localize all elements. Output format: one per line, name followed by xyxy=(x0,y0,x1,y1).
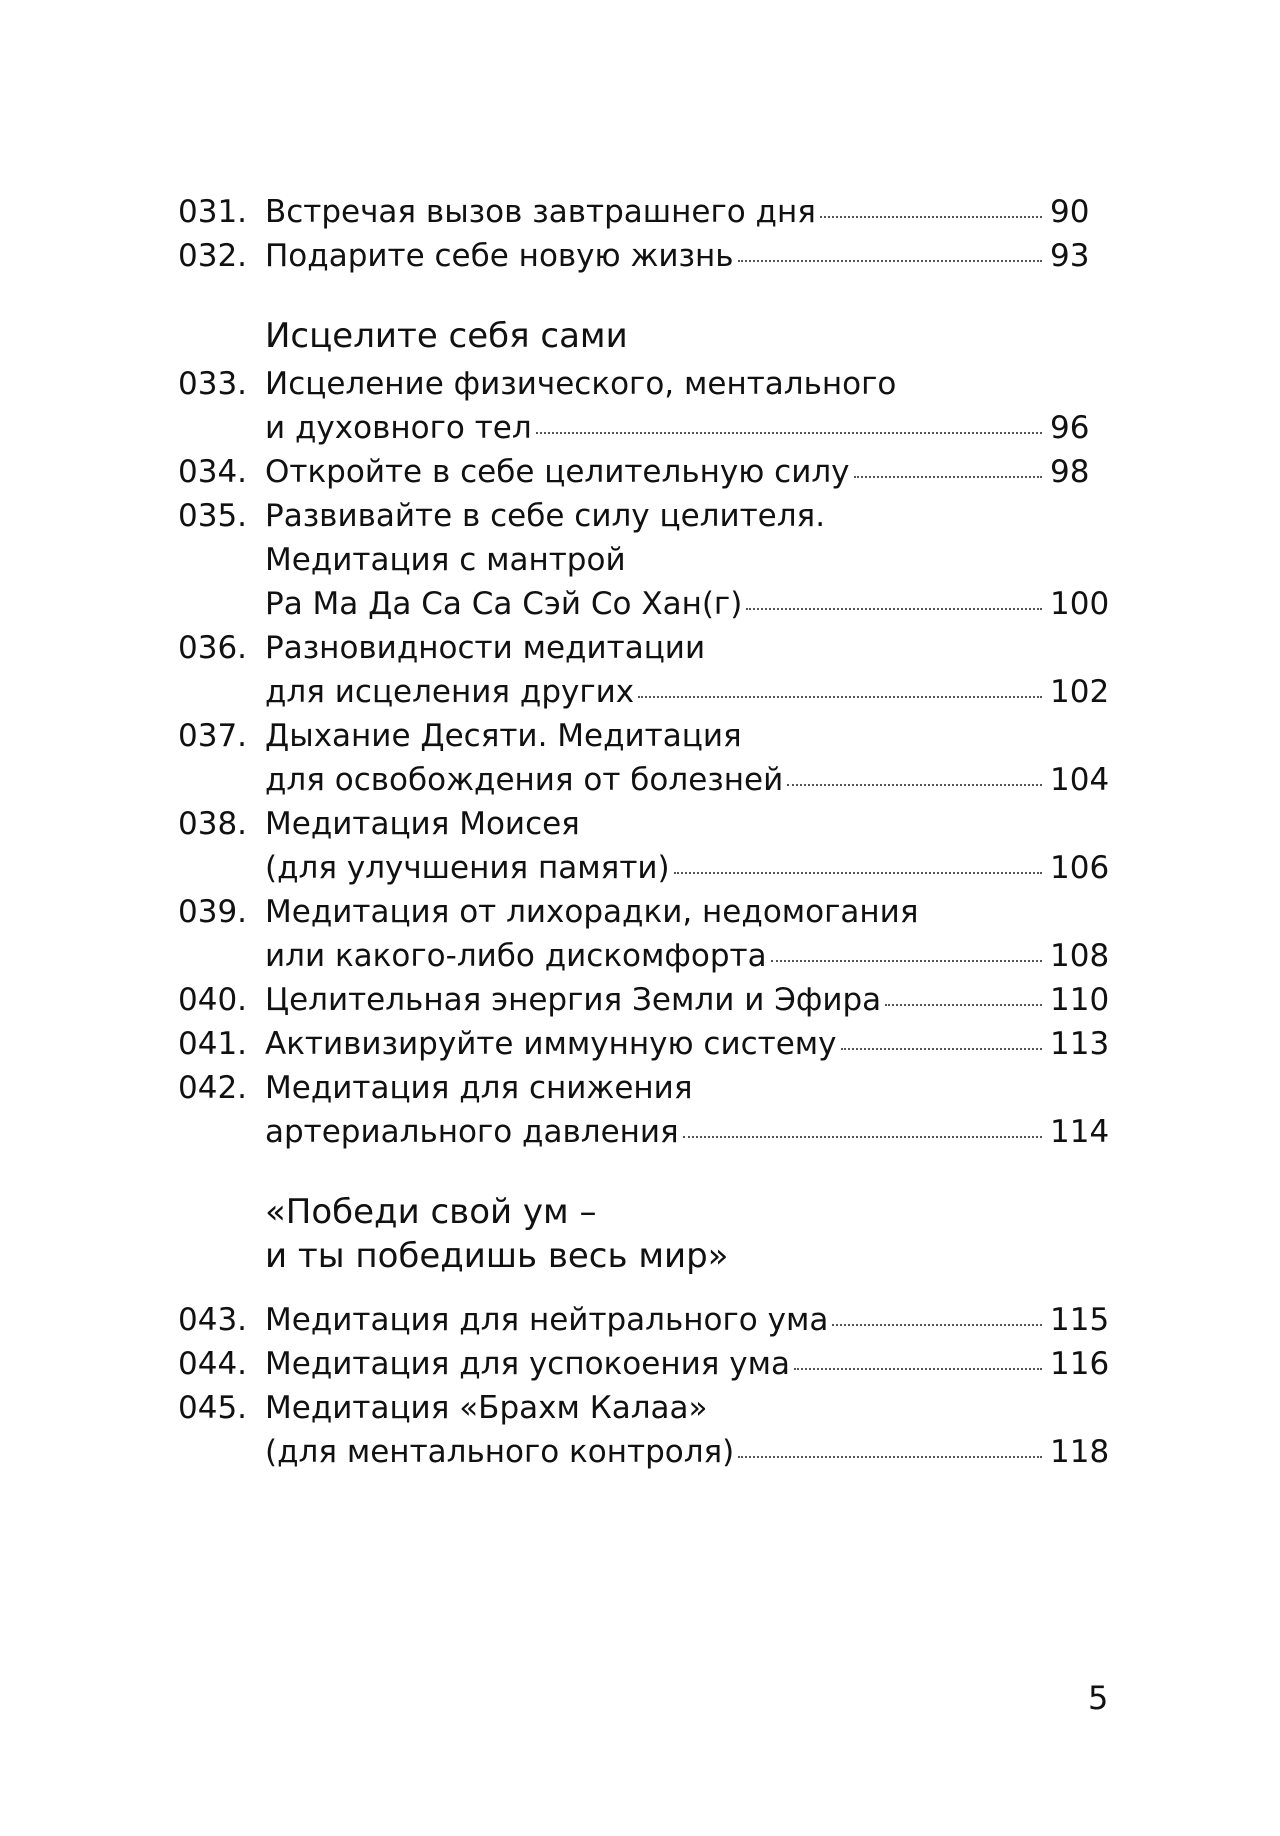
toc-entry[interactable] xyxy=(178,1298,1118,1342)
entry-number: 036. xyxy=(178,630,248,666)
toc-entry-line xyxy=(178,234,1118,278)
entry-title: (для ментального контроля) xyxy=(265,1434,735,1470)
toc-group xyxy=(178,190,1118,278)
entry-number: 045. xyxy=(178,1390,248,1426)
entry-title: Ра Ма Да Са Са Сэй Со Хан(г) xyxy=(265,586,743,622)
toc-entry-line xyxy=(178,626,1118,670)
entry-title: Дыхание Десяти. Медитация xyxy=(265,718,742,754)
dot-leader xyxy=(738,1456,1042,1458)
entry-page-number: 90 xyxy=(1050,194,1090,230)
toc-entry-line xyxy=(178,1110,1118,1154)
toc-entry-line xyxy=(178,890,1118,934)
entry-title-with-leader xyxy=(265,1110,1118,1154)
entry-title: Медитация с мантрой xyxy=(265,542,626,578)
entry-number: 031. xyxy=(178,194,248,230)
entry-title: Медитация Моисея xyxy=(265,806,580,842)
entry-title: Медитация для успокоения ума xyxy=(265,1346,790,1382)
entry-page-number: 116 xyxy=(1050,1346,1110,1382)
entry-title-with-leader xyxy=(265,450,1118,494)
dot-leader xyxy=(832,1324,1042,1326)
toc-entry-line xyxy=(178,934,1118,978)
toc-group xyxy=(178,1298,1118,1474)
entry-title-with-leader xyxy=(265,758,1118,802)
entry-number: 039. xyxy=(178,894,248,930)
entry-title-with-leader xyxy=(265,670,1118,714)
toc-entry-line xyxy=(178,582,1118,626)
entry-title-with-leader xyxy=(265,234,1118,278)
dot-leader xyxy=(746,608,1042,610)
toc-entry[interactable] xyxy=(178,1022,1118,1066)
entry-title-with-leader xyxy=(265,190,1118,234)
toc-entry-line xyxy=(178,758,1118,802)
entry-page-number: 102 xyxy=(1050,674,1110,710)
section-heading-line: «Победи свой ум – xyxy=(265,1192,597,1232)
entry-title: (для улучшения памяти) xyxy=(265,850,670,886)
entry-title-with-leader xyxy=(265,582,1118,626)
toc-entry-line xyxy=(178,406,1118,450)
entry-number: 034. xyxy=(178,454,248,490)
toc-entry[interactable] xyxy=(178,714,1118,802)
entry-title: артериального давления xyxy=(265,1114,679,1150)
entry-title: Медитация «Брахм Калаа» xyxy=(265,1390,708,1426)
entry-page-number: 104 xyxy=(1050,762,1110,798)
entry-title: Развивайте в себе силу целителя. xyxy=(265,498,826,534)
entry-title: Подарите себе новую жизнь xyxy=(265,238,734,274)
toc-entry-line xyxy=(178,362,1118,406)
entry-number: 040. xyxy=(178,982,248,1018)
dot-leader xyxy=(638,696,1042,698)
entry-page-number: 110 xyxy=(1050,982,1110,1018)
toc-entry-line xyxy=(178,538,1118,582)
dot-leader xyxy=(787,784,1042,786)
entry-title-with-leader xyxy=(265,1342,1118,1386)
entry-title: Откройте в себе целительную силу xyxy=(265,454,850,490)
entry-title-with-leader xyxy=(265,1022,1118,1066)
entry-number: 041. xyxy=(178,1026,248,1062)
entry-title: Медитация от лихорадки, недомогания xyxy=(265,894,919,930)
entry-page-number: 98 xyxy=(1050,454,1090,490)
toc-entry[interactable] xyxy=(178,802,1118,890)
dot-leader xyxy=(820,216,1042,218)
entry-page-number: 118 xyxy=(1050,1434,1110,1470)
toc-entry-line xyxy=(178,1298,1118,1342)
page-number: 5 xyxy=(1088,1679,1109,1717)
toc-entry[interactable] xyxy=(178,1066,1118,1154)
table-of-contents xyxy=(178,190,1118,1474)
toc-entry-line xyxy=(178,1066,1118,1110)
dot-leader xyxy=(536,432,1042,434)
entry-title: Исцеление физического, ментального xyxy=(265,366,897,402)
entry-title-with-leader xyxy=(265,978,1118,1022)
dot-leader xyxy=(841,1048,1042,1050)
entry-title: Разновидности медитации xyxy=(265,630,706,666)
entry-number: 035. xyxy=(178,498,248,534)
toc-entry-line xyxy=(178,714,1118,758)
entry-page-number: 93 xyxy=(1050,238,1090,274)
entry-title: Медитация для нейтрального ума xyxy=(265,1302,829,1338)
entry-page-number: 96 xyxy=(1050,410,1090,446)
entry-title: или какого-либо дискомфорта xyxy=(265,938,767,974)
toc-entry-line xyxy=(178,1430,1118,1474)
toc-entry[interactable] xyxy=(178,450,1118,494)
dot-leader xyxy=(854,476,1042,478)
dot-leader xyxy=(771,960,1042,962)
entry-number: 044. xyxy=(178,1346,248,1382)
entry-page-number: 100 xyxy=(1050,586,1110,622)
entry-title-with-leader xyxy=(265,934,1118,978)
entry-title: Целительная энергия Земли и Эфира xyxy=(265,982,882,1018)
toc-entry[interactable] xyxy=(178,362,1118,450)
dot-leader xyxy=(674,872,1042,874)
entry-page-number: 106 xyxy=(1050,850,1110,886)
section-heading-line: и ты победишь весь мир» xyxy=(265,1236,729,1276)
entry-number: 038. xyxy=(178,806,248,842)
toc-entry[interactable] xyxy=(178,626,1118,714)
entry-title-with-leader xyxy=(265,1430,1118,1474)
section-heading: Исцелите себя сами xyxy=(265,316,628,356)
toc-entry[interactable] xyxy=(178,1342,1118,1386)
entry-title-with-leader xyxy=(265,846,1118,890)
entry-number: 033. xyxy=(178,366,248,402)
toc-entry[interactable] xyxy=(178,1386,1118,1474)
toc-entry[interactable] xyxy=(178,978,1118,1022)
entry-title: Активизируйте иммунную систему xyxy=(265,1026,837,1062)
toc-entry[interactable] xyxy=(178,234,1118,278)
toc-entry[interactable] xyxy=(178,890,1118,978)
entry-number: 043. xyxy=(178,1302,248,1338)
toc-entry-line xyxy=(178,190,1118,234)
entry-page-number: 113 xyxy=(1050,1026,1110,1062)
entry-page-number: 108 xyxy=(1050,938,1110,974)
entry-title: Медитация для снижения xyxy=(265,1070,693,1106)
toc-group xyxy=(178,362,1118,1154)
toc-entry-line xyxy=(178,978,1118,1022)
entry-title: для освобождения от болезней xyxy=(265,762,784,798)
dot-leader xyxy=(885,1004,1042,1006)
toc-entry-line xyxy=(178,1022,1118,1066)
toc-entry-line xyxy=(178,494,1118,538)
entry-number: 037. xyxy=(178,718,248,754)
toc-entry-line xyxy=(178,1386,1118,1430)
entry-page-number: 114 xyxy=(1050,1114,1110,1150)
entry-page-number: 115 xyxy=(1050,1302,1110,1338)
toc-entry[interactable] xyxy=(178,494,1118,626)
entry-title: для исцеления других xyxy=(265,674,635,710)
toc-entry-line xyxy=(178,450,1118,494)
toc-entry-line xyxy=(178,1342,1118,1386)
entry-title: Встречая вызов завтрашнего дня xyxy=(265,194,816,230)
toc-entry-line xyxy=(178,670,1118,714)
entry-title-with-leader xyxy=(265,1298,1118,1342)
dot-leader xyxy=(794,1368,1042,1370)
toc-entry-line xyxy=(178,802,1118,846)
entry-number: 032. xyxy=(178,238,248,274)
toc-entry[interactable] xyxy=(178,190,1118,234)
dot-leader xyxy=(683,1136,1042,1138)
entry-title: и духовного тел xyxy=(265,410,532,446)
entry-title-with-leader xyxy=(265,406,1118,450)
dot-leader xyxy=(738,260,1042,262)
entry-number: 042. xyxy=(178,1070,248,1106)
toc-entry-line xyxy=(178,846,1118,890)
